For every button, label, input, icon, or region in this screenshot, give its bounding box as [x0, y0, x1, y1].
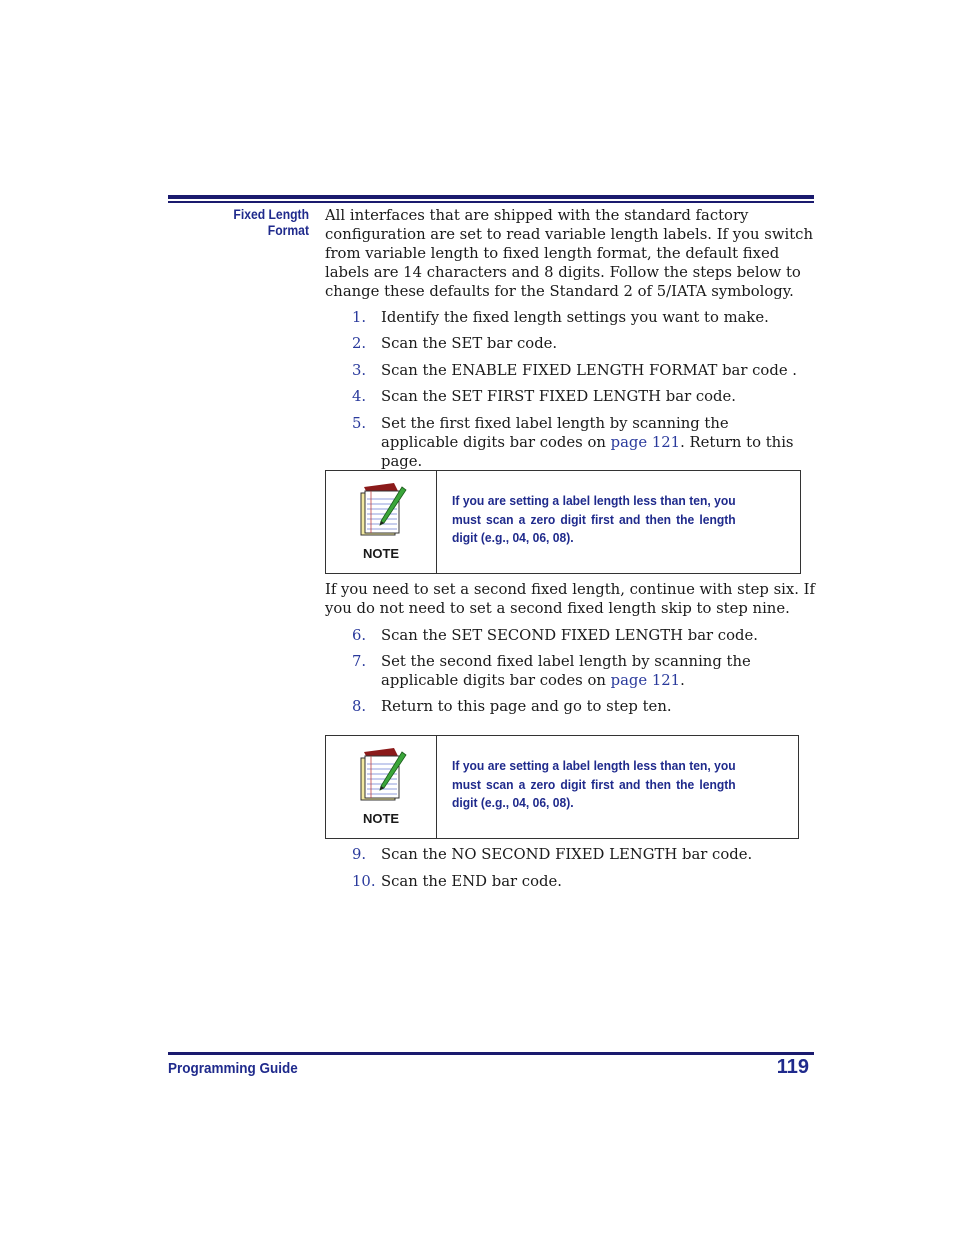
step-text-after: . [680, 672, 685, 689]
notepad-pen-icon [358, 746, 408, 804]
middle-paragraph: If you need to set a second fixed length, continue with step six. If you do not need to set a second fixed length skip to step nine. [325, 581, 815, 617]
step-number: 7. [352, 653, 367, 670]
intro-paragraph: All interfaces that are shipped with the standard factory configuration are set to read variable length labels. If you switch from variable length to fixed length format, the default fixed labels are 14 characters and 8 digits. Follow the steps below to change these defaults for the Standard 2 of 5/IATA symbology. [325, 207, 813, 300]
step-text-before: Set the first fixed label length by scanning the applicable digits bar codes on [381, 415, 729, 451]
step-text: Scan the NO SECOND FIXED LENGTH bar code. [381, 846, 753, 863]
header-rule-thin [168, 201, 814, 203]
note-label: NOTE [362, 546, 400, 561]
section-heading [182, 207, 309, 239]
page-link[interactable]: page 121 [610, 672, 681, 689]
step-number: 5. [352, 415, 367, 432]
step-text: Scan the END bar code. [381, 873, 562, 890]
step-text: Return to this page and go to step ten. [381, 698, 672, 715]
note-icon-cell [326, 471, 437, 573]
step-text [381, 414, 801, 471]
step-text: Scan the ENABLE FIXED LENGTH FORMAT bar code . [381, 362, 797, 379]
note-text: If you are setting a label length less than ten, you must scan a zero digit first and then the length digit (e.g., 04, 06, 08). [452, 758, 736, 810]
step-number: 6. [352, 627, 367, 644]
header-rule-thick [168, 195, 814, 199]
page-number: 119 [776, 1056, 809, 1078]
step-text-after: . Return to this page. [381, 434, 794, 470]
step-number: 8. [352, 698, 367, 715]
note-label: NOTE [362, 811, 400, 826]
page-link[interactable]: page 121 [610, 434, 681, 451]
step-number: 1. [352, 309, 367, 326]
step-text: Scan the SET SECOND FIXED LENGTH bar code. [381, 627, 758, 644]
footer-rule [168, 1052, 814, 1055]
step-number: 9. [352, 846, 367, 863]
step-number: 3. [352, 362, 367, 379]
step-number: 4. [352, 388, 367, 405]
step-text: Identify the fixed length settings you want to make. [381, 309, 769, 326]
step-text [381, 652, 801, 690]
note-text: If you are setting a label length less than ten, you must scan a zero digit first and then the length digit (e.g., 04, 06, 08). [452, 493, 736, 545]
header-rule [168, 195, 814, 203]
step-text: Scan the SET FIRST FIXED LENGTH bar code. [381, 388, 736, 405]
step-number: 10. [352, 873, 376, 890]
notepad-pen-icon [358, 481, 408, 539]
step-text-before: Set the second fixed label length by scanning the applicable digits bar codes on [381, 653, 751, 689]
section-heading-line2: Format [267, 223, 309, 238]
section-heading-line1: Fixed Length [233, 207, 309, 222]
note-box [325, 470, 801, 574]
note-box [325, 735, 799, 839]
note-icon-cell [326, 736, 437, 838]
step-text: Scan the SET bar code. [381, 335, 558, 352]
step-number: 2. [352, 335, 367, 352]
footer-title: Programming Guide [168, 1060, 298, 1077]
